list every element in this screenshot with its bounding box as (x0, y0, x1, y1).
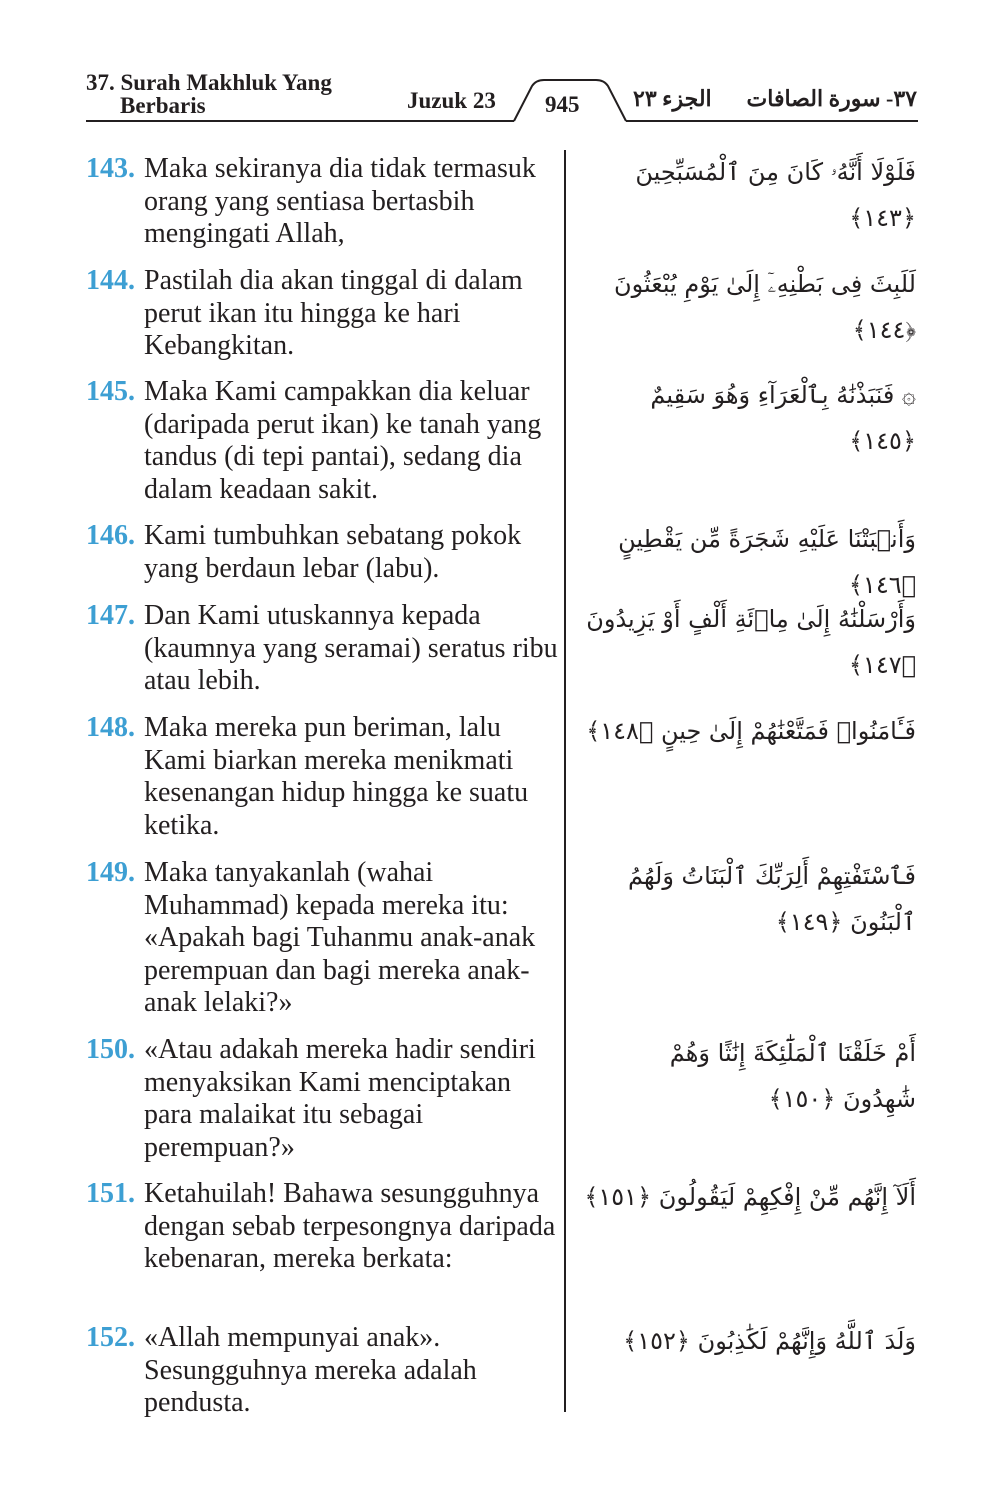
verse-translation: Dan Kami utuskannya kepada (kaumnya yang seramai) seratus ribu atau lebih. (144, 600, 558, 696)
column-divider (564, 150, 566, 1412)
surah-title-arabic: ٣٧- سورة الصافات (746, 86, 917, 111)
verse-translation: Maka mereka pun beriman, lalu Kami biarkan mereka menikmati kesenangan hidup hingga ke suatu ketika. (144, 712, 529, 841)
verse-number: 150. (86, 1034, 135, 1065)
verse-translation: «Atau adakah mereka hadir sendiri menyaksikan Kami menciptakan para malaikat itu sebagai perempuan?» (144, 1034, 536, 1163)
juz-label-arabic: الجزء ٢٣ (633, 86, 712, 111)
surah-title-line1: 37. Surah Makhluk Yang (86, 70, 332, 95)
verse-translation: «Allah mempunyai anak». Sesungguhnya mereka adalah pendusta. (144, 1322, 477, 1418)
verse-arabic: وَلَدَ ٱللَّهُ وَإِنَّهُمْ لَكَٰذِبُونَ ﴿١٥٢﴾ (623, 1327, 916, 1355)
verse-arabic: أَمْ خَلَقْنَا ٱلْمَلَٰٓئِكَةَ إِنَٰثًا وَهُمْ شَٰهِدُونَ ﴿١٥٠﴾ (669, 1039, 916, 1113)
verse-arabic: فَلَوْلَا أَنَّهُۥ كَانَ مِنَ ٱلْمُسَبِّحِينَ ﴿١٤٣﴾ (635, 158, 916, 232)
verse-number: 144. (86, 265, 135, 296)
verse-number: 145. (86, 376, 135, 407)
verse-number: 151. (86, 1178, 135, 1209)
page-header (0, 0, 1000, 130)
page-number: 945 (545, 92, 580, 117)
verse-number: 143. (86, 153, 135, 184)
verse-number: 148. (86, 712, 135, 743)
surah-title-line2: Berbaris (120, 93, 206, 118)
verse-arabic: وَأَرْسَلْنَٰهُ إِلَىٰ مِا۟ئَةِ أَلْفٍ أَوْ يَزِيدُونَ ﴿١٤٧﴾ (586, 605, 916, 679)
verse-translation: Maka tanyakanlah (wahai Muhammad) kepada mereka itu: «Apakah bagi Tuhanmu anak-anak perempuan dan bagi mereka anak-anak lelaki?» (144, 857, 536, 1018)
verse-translation: Maka sekiranya dia tidak termasuk orang yang sentiasa bertasbih mengingati Allah, (144, 153, 536, 249)
verse-arabic: وَأَنۢبَتْنَا عَلَيْهِ شَجَرَةً مِّن يَقْطِينٍ ﴿١٤٦﴾ (618, 525, 916, 599)
verse-arabic: لَلَبِثَ فِى بَطْنِهِۦٓ إِلَىٰ يَوْمِ يُبْعَثُونَ ﴿١٤٤﴾ (614, 270, 916, 344)
verse-translation: Kami tumbuhkan sebatang pokok yang berdaun lebar (labu). (144, 520, 522, 584)
verse-translation: Pastilah dia akan tinggal di dalam perut ikan itu hingga ke hari Kebangkitan. (144, 265, 523, 361)
verse-arabic: فَـَٔامَنُوا۟ فَمَتَّعْنَٰهُمْ إِلَىٰ حِينٍ ﴿١٤٨﴾ (586, 717, 916, 745)
verse-number: 147. (86, 600, 135, 631)
verse-number: 146. (86, 520, 135, 551)
juz-label-malay: Juzuk 23 (407, 88, 496, 113)
verse-arabic: فَٱسْتَفْتِهِمْ أَلِرَبِّكَ ٱلْبَنَاتُ وَلَهُمُ ٱلْبَنُونَ ﴿١٤٩﴾ (627, 862, 916, 936)
verse-translation: Maka Kami campakkan dia keluar (daripada perut ikan) ke tanah yang tandus (di tepi pantai), sedang dia dalam keadaan sakit. (144, 376, 542, 505)
surah-title-malay (86, 71, 332, 117)
verse-arabic: أَلَآ إِنَّهُم مِّنْ إِفْكِهِمْ لَيَقُولُونَ ﴿١٥١﴾ (584, 1183, 916, 1211)
verse-number: 152. (86, 1322, 135, 1353)
verse-translation: Ketahuilah! Bahawa sesungguhnya dengan sebab terpesongnya daripada kebenaran, mereka berkata: (144, 1178, 556, 1274)
verse-number: 149. (86, 857, 135, 888)
verse-arabic: ۞ فَنَبَذْنَٰهُ بِٱلْعَرَآءِ وَهُوَ سَقِيمٌ ﴿١٤٥﴾ (650, 381, 916, 455)
